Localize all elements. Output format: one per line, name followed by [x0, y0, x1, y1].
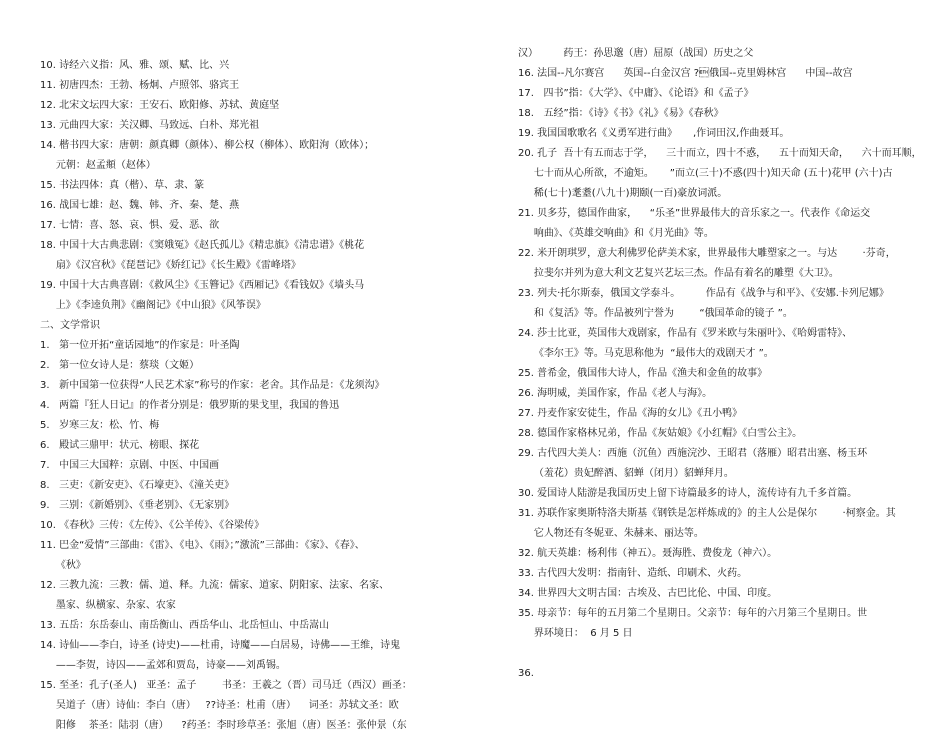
right-line: （羞花）贵妃醉酒、貂蝉（闭月）貂蝉拜月。	[518, 468, 734, 479]
left-line: 6. 殿试三鼎甲：状元、榜眼、探花	[40, 440, 200, 451]
left-line: 9. 三别：《新婚别》、《垂老别》、《无家别》	[40, 500, 235, 511]
left-line: 墨家、纵横家、杂家、农家	[40, 600, 176, 611]
left-line: 3. 新中国第一位获得“人民艺术家”称号的作家：老舍。其作品是：《龙须沟》	[40, 380, 385, 391]
left-line: 《秋》	[40, 560, 86, 571]
left-line: 5. 岁寒三友：松、竹、梅	[40, 420, 160, 431]
right-line: 24. 莎士比亚，英国伟大戏剧家，作品有《罗米欧与朱丽叶》、《哈姆雷特》、	[518, 328, 853, 339]
right-column	[518, 44, 928, 684]
right-line: 22. 米开朗琪罗，意大利佛罗伦萨美术家，世界最伟大雕塑家之一。与达 ·芬奇，	[518, 248, 896, 259]
left-line: 17. 七情：喜、怒、哀、惧、爱、恶、欲	[40, 220, 220, 231]
right-line: 26. 海明威，美国作家，作品《老人与海》。	[518, 388, 713, 399]
left-line: 13. 五岳：东岳泰山、南岳衡山、西岳华山、北岳恒山、中岳嵩山	[40, 620, 330, 631]
left-line: ——李贺，诗囚——孟郊和贾岛，诗豪——刘禹锡。	[40, 660, 286, 671]
right-line: 响曲》、《英雄交响曲》和《月光曲》等。	[518, 228, 714, 239]
left-line: 扇》《汉宫秋》《琵琶记》《娇红记》《长生殿》《雷峰塔》	[40, 260, 301, 271]
left-line: 2. 第一位女诗人是：蔡琰（文姬）	[40, 360, 200, 371]
left-line: 1. 第一位开拓“童话园地”的作家是：叶圣陶	[40, 340, 240, 351]
right-line: 36.	[518, 668, 534, 679]
left-line: 吴道子（唐）诗仙：李白（唐） ??诗圣：杜甫（唐） 词圣：苏轼文圣：欧	[40, 700, 399, 711]
right-line: 30. 爱国诗人陆游是我国历史上留下诗篇最多的诗人，流传诗有九千多首篇。	[518, 488, 858, 499]
right-line: 25. 普希金，俄国伟大诗人，作品《渔夫和金鱼的故事》	[518, 368, 768, 379]
left-line: 二、文学常识	[40, 320, 100, 331]
right-line: 34. 世界四大文明古国：古埃及、古巴比伦、中国、印度。	[518, 588, 778, 599]
right-line: 七十而从心所欲，不逾矩。 ”而立(三十)不惑(四十)知天命 (五十)花甲 (六十)古	[518, 168, 893, 179]
left-line: 11. 初唐四杰：王勃、杨炯、卢照邻、骆宾王	[40, 80, 240, 91]
left-line: 阳修 茶圣：陆羽（唐） ?药圣：李时珍草圣：张旭（唐）医圣：张仲景（东	[40, 720, 407, 731]
left-line: 上》《李逵负荆》《幽阁记》《中山狼》《风筝误》	[40, 300, 266, 311]
left-line: 10. 《春秋》三传：《左传》、《公羊传》、《谷梁传》	[40, 520, 265, 531]
right-line: 23. 列夫·托尔斯泰，俄国文学泰斗。 作品有《战争与和平》、《安娜.卡列尼娜》	[518, 288, 889, 299]
left-line: 16. 战国七雄：赵、魏、韩、齐、秦、楚、燕	[40, 200, 240, 211]
right-line: 35. 母亲节：每年的五月第二个星期日。父亲节：每年的六月第三个星期日。世	[518, 608, 868, 619]
right-line: 它人物还有冬妮亚、朱赫来、丽达等。	[518, 528, 704, 539]
right-line: 18. 五经”指：《诗》《书》《礼》《易》《春秋》	[518, 108, 724, 119]
right-line	[518, 644, 928, 664]
left-line: 8. 三吏：《新安吏》、《石壕吏》、《潼关吏》	[40, 480, 235, 491]
right-line: 28. 德国作家格林兄弟，作品《灰姑娘》《小红帽》《白雪公主》。	[518, 428, 803, 439]
right-line: 19. 我国国歌歌名《义勇军进行曲》 ,作词田汉,作曲聂耳。	[518, 128, 790, 139]
right-line: 界环境日： 6 月 5 日	[518, 628, 633, 639]
right-line: 17. 四书”指：《大学》、《中庸》、《论语》和《孟子》	[518, 88, 754, 99]
right-line: 20. 孔子 吾十有五而志于学， 三十而立，四十不惑， 五十而知天命， 六十而耳顺，	[518, 148, 922, 159]
left-line: 13. 元曲四大家：关汉卿、马致远、白朴、郑光祖	[40, 120, 260, 131]
left-line: 12. 北宋文坛四大家：王安石、欧阳修、苏轼、黄庭坚	[40, 100, 280, 111]
right-line: 16. 法国--凡尔赛宫 英国--白金汉宫 ?俄国--克里姆林宫 中国--故宫	[518, 68, 853, 79]
right-line: 33. 古代四大发明：指南针、造纸、印刷术、火药。	[518, 568, 748, 579]
right-line: 和《复活》等。作品被列宁誉为 “俄国革命的镜子 ”。	[518, 308, 793, 319]
right-line: 21. 贝多芬，德国作曲家， “乐圣”世界最伟大的音乐家之一。代表作《命运交	[518, 208, 871, 219]
left-column	[40, 56, 458, 736]
left-line: 14. 楷书四大家：唐朝：颜真卿（颜体）、柳公权（柳体）、欧阳洵（欧体）；	[40, 140, 375, 151]
right-line: 29. 古代四大美人：西施（沉鱼）西施浣沙、王昭君（落雁）昭君出塞、杨玉环	[518, 448, 868, 459]
right-line: 稀(七十)耄耋(八九十)期颐(一百)豪放词派。	[518, 188, 728, 199]
left-line: 19. 中国十大古典喜剧：《救风尘》《玉簪记》《西厢记》《看钱奴》《墙头马	[40, 280, 365, 291]
left-line: 元朝：赵孟頫（赵体）	[40, 160, 156, 171]
left-line: 7. 中国三大国粹：京剧、中医、中国画	[40, 460, 220, 471]
right-line: 32. 航天英雄：杨利伟（神五）。聂海胜、费俊龙（神六）。	[518, 548, 778, 559]
right-line: 拉斐尔并列为意大利文艺复兴艺坛三杰。作品有着名的雕塑《大卫》。	[518, 268, 839, 279]
left-line: 12. 三教九流：三教：儒、道、释。九流：儒家、道家、阴阳家、法家、名家、	[40, 580, 390, 591]
left-line: 10. 诗经六义指：风、雅、颂、赋、比、兴	[40, 60, 230, 71]
right-line: 31. 苏联作家奥斯特洛夫斯基《钢铁是怎样炼成的》的主人公是保尔 ·柯察金。其	[518, 508, 896, 519]
right-line: 汉） 药王：孙思邈（唐）屈原（战国）历史之父	[518, 48, 754, 59]
left-line: 4. 两篇『狂人日记』的作者分别是：俄罗斯的果戈里，我国的鲁迅	[40, 400, 340, 411]
right-line: 27. 丹麦作家安徒生，作品《海的女儿》《丑小鸭》	[518, 408, 743, 419]
right-line: 《李尔王》等。马克思称他为 “最伟大的戏剧天才 ”。	[518, 348, 774, 359]
left-line: 18. 中国十大古典悲剧：《窦娥冤》《赵氏孤儿》《精忠旗》《清忠谱》《桃花	[40, 240, 365, 251]
left-line: 11. 巴金“爱情”三部曲：《雷》、《电》、《雨》；”激流”三部曲：《家》、《春》、	[40, 540, 365, 551]
left-line: 15. 书法四体：真（楷）、草、隶、篆	[40, 180, 205, 191]
left-line: 15. 至圣：孔子(圣人) 亚圣：孟子 书圣：王羲之（晋）司马迁（西汉）画圣：	[40, 680, 412, 691]
left-line: 14. 诗仙——李白，诗圣 (诗史)——杜甫，诗魔——白居易，诗佛——王维，诗鬼	[40, 640, 401, 651]
